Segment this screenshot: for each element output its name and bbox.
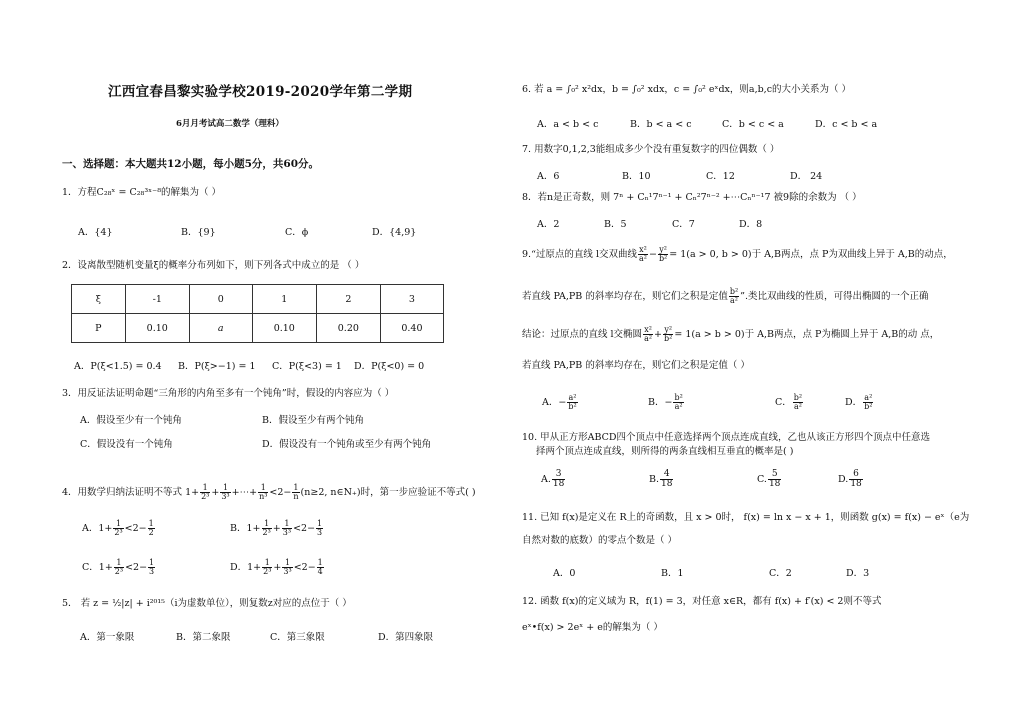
q5-option-d[interactable]: D．第四象限 xyxy=(378,632,434,643)
q4-stem-end: (n≥2, n∈N₊)时，第一步应验证不等式( ) xyxy=(300,487,476,498)
fraction: $\frac{1}{\text{3³}}$ xyxy=(221,483,230,501)
q10-option-c[interactable]: C. $\frac{5}{18}$ xyxy=(757,469,781,489)
table-cell: 0.10 xyxy=(125,314,189,343)
q8-option-d[interactable]: D．8 xyxy=(739,219,763,230)
q2-option-a[interactable]: A．P(ξ<1.5) = 0.4 xyxy=(74,361,162,372)
q4-option-b[interactable]: B．1+ $\frac{1}{\text{2³}}$ + $\frac{1}{\text{3³}}$ <2− $\frac{1}{3}$ xyxy=(230,519,323,537)
table-cell: 2 xyxy=(316,285,380,314)
q2-option-c[interactable]: C．P(ξ<3) = 1 xyxy=(272,361,342,372)
q7-option-b[interactable]: B．10 xyxy=(622,171,651,182)
table-cell: 0 xyxy=(189,285,252,314)
q11-line2: 自然对数的底数）的零点个数是（ ） xyxy=(522,535,678,546)
table-row xyxy=(72,285,444,314)
table-cell: a xyxy=(189,314,252,343)
q1-option-d[interactable]: D．{4,9} xyxy=(372,227,417,238)
q5-option-c[interactable]: C．第三象限 xyxy=(270,632,325,643)
q3-option-d[interactable]: D．假设没有一个钝角或至少有两个钝角 xyxy=(262,439,432,450)
distribution-table xyxy=(71,284,444,343)
q7-option-d[interactable]: D． 24 xyxy=(790,171,823,182)
q8-option-a[interactable]: A．2 xyxy=(537,219,560,230)
q11-line1: 11. 已知 f(x)是定义在 R上的奇函数，且 x > 0时， f(x) = ln x − x + 1，则函数 g(x) = f(x) − eˣ（e为 xyxy=(522,512,970,523)
q9-line3: 结论：过原点的直线 l交椭圆 $\frac{\text{x²}}{\text{a²}}$ + $\frac{\text{y²}}{\text{b²}}$ = 1(a > b > 0)于 A,B两点，点 P为椭圆上异于 A,B的动 点， xyxy=(522,325,940,343)
q4-stem-start: 4．用数学归纳法证明不等式 1+ xyxy=(62,487,200,498)
q9-option-b[interactable]: B．− $\frac{\text{b²}}{\text{a²}}$ xyxy=(648,393,683,411)
table-cell: 0.20 xyxy=(316,314,380,343)
q10-option-d[interactable]: D. $\frac{6}{18}$ xyxy=(838,469,862,489)
table-cell: 0.40 xyxy=(380,314,443,343)
q10-option-b[interactable]: B. $\frac{4}{18}$ xyxy=(649,469,673,489)
q5-option-a[interactable]: A．第一象限 xyxy=(80,632,135,643)
section-heading: 一、选择题：本大题共12小题，每小题5分，共60分。 xyxy=(62,158,320,170)
q11-option-b[interactable]: B．1 xyxy=(661,568,684,579)
q5-option-b[interactable]: B．第二象限 xyxy=(176,632,231,643)
q6-option-c[interactable]: C．b < c < a xyxy=(722,119,784,130)
q9-option-c[interactable]: C． $\frac{\text{b²}}{\text{a²}}$ xyxy=(775,393,803,411)
fraction: $\frac{1}{n}$ xyxy=(293,483,299,501)
fraction: $\frac{1}{\text{n³}}$ xyxy=(259,483,268,501)
q9-line4: 若直线 PA,PB 的斜率均存在，则它们之积是定值（ ） xyxy=(522,360,750,371)
q8-stem: 8．若n是正奇数，则 7ⁿ + Cₙ¹7ⁿ⁻¹ + Cₙ²7ⁿ⁻² +⋯Cₙⁿ⁻¹7 被9除的余数为 （ ） xyxy=(522,192,862,203)
table-cell: 1 xyxy=(252,285,316,314)
q9-option-d[interactable]: D． $\frac{\text{a²}}{\text{b²}}$ xyxy=(845,393,873,411)
table-cell: 0.10 xyxy=(252,314,316,343)
q12-line2: eˣ•f(x) > 2eˣ + e的解集为（ ） xyxy=(522,622,663,633)
table-cell: ξ xyxy=(72,285,126,314)
q10-line1: 10. 甲从正方形ABCD四个顶点中任意选择两个顶点连成直线，乙也从该正方形四个顶点中任意选 xyxy=(522,432,931,443)
q7-stem: 7. 用数字0,1,2,3能组成多少个没有重复数字的四位偶数（ ） xyxy=(522,144,780,155)
q6-stem: 6. 若 a = ∫₀² x²dx，b = ∫₀² xdx，c = ∫₀² eˣdx，则a,b,c的大小关系为（ ） xyxy=(522,84,852,95)
q2-option-b[interactable]: B．P(ξ>−1) = 1 xyxy=(178,361,256,372)
q10-option-a[interactable]: A. $\frac{3}{18}$ xyxy=(541,469,565,489)
q3-option-a[interactable]: A．假设至少有一个钝角 xyxy=(80,415,182,426)
q9-option-a[interactable]: A．− $\frac{\text{a²}}{\text{b²}}$ xyxy=(542,393,577,411)
q3-option-b[interactable]: B．假设至少有两个钝角 xyxy=(262,415,364,426)
q11-option-d[interactable]: D．3 xyxy=(846,568,870,579)
table-cell: P xyxy=(72,314,126,343)
q3-option-c[interactable]: C．假设没有一个钝角 xyxy=(80,439,173,450)
q8-option-c[interactable]: C．7 xyxy=(672,219,695,230)
q2-option-d[interactable]: D．P(ξ<0) = 0 xyxy=(354,361,425,372)
q7-option-c[interactable]: C．12 xyxy=(706,171,735,182)
exam-subtitle: 6月月考试高二数学（理科） xyxy=(176,119,284,129)
q1-option-a[interactable]: A．{4} xyxy=(78,227,113,238)
fraction: $\frac{1}{\text{2³}}$ xyxy=(201,483,210,501)
q6-option-a[interactable]: A．a < b < c xyxy=(537,119,599,130)
q4-option-d[interactable]: D．1+ $\frac{1}{\text{2³}}$ + $\frac{1}{\text{3³}}$ <2− $\frac{1}{4}$ xyxy=(230,558,323,576)
q3-stem: 3．用反证法证明命题“三角形的内角至多有一个钝角”时，假设的内容应为（ ） xyxy=(62,388,395,399)
q2-stem: 2．设离散型随机变量ξ的概率分布列如下，则下列各式中成立的是 （ ） xyxy=(62,260,365,271)
q1-stem: 1．方程C₂₈ˣ = C₂₈³ˣ⁻⁸的解集为（ ） xyxy=(62,187,222,198)
q11-option-a[interactable]: A．0 xyxy=(553,568,576,579)
q7-option-a[interactable]: A．6 xyxy=(537,171,560,182)
q11-option-c[interactable]: C．2 xyxy=(769,568,792,579)
q4-stem: 4．用数学归纳法证明不等式 1+ $\frac{1}{\text{2³}}$ + $\frac{1}{\text{3³}}$ +⋯+ $\frac{1}{\text{n³}}$ <2− $\frac{1}{n}$ (n≥2, n∈N₊)时，第一步应验证不等式( ) xyxy=(62,483,476,501)
q8-option-b[interactable]: B．5 xyxy=(604,219,627,230)
q9-line1: 9.“过原点的直线 l交双曲线 $\frac{\text{x²}}{\text{a²}}$ − $\frac{\text{y²}}{\text{b²}}$ = 1(a > 0, b > 0)于 A,B两点，点 P为双曲线上异于 A,B的动点， xyxy=(522,245,953,263)
table-cell: -1 xyxy=(125,285,189,314)
q6-option-b[interactable]: B．b < a < c xyxy=(630,119,692,130)
q5-stem: 5． 若 z = ½|z| + i²⁰¹⁵（i为虚数单位），则复数z对应的点位于（ ） xyxy=(62,598,352,609)
q1-option-c[interactable]: C．ϕ xyxy=(285,227,309,238)
table-cell: 3 xyxy=(380,285,443,314)
table-row xyxy=(72,314,444,343)
q1-option-b[interactable]: B．{9} xyxy=(181,227,216,238)
q12-line1: 12. 函数 f(x)的定义域为 R，f(1) = 3，对任意 x∈R，都有 f(x) + f′(x) < 2则不等式 xyxy=(522,596,882,607)
q4-option-c[interactable]: C．1+ $\frac{1}{\text{2³}}$ <2− $\frac{1}{3}$ xyxy=(82,558,155,576)
q4-option-a[interactable]: A．1+ $\frac{1}{\text{2³}}$ <2− $\frac{1}{2}$ xyxy=(82,519,154,537)
exam-title: 江西宜春昌黎实验学校2019-2020学年第二学期 xyxy=(108,84,413,100)
q6-option-d[interactable]: D．c < b < a xyxy=(815,119,878,130)
q9-line2: 若直线 PA,PB 的斜率均存在，则它们之积是定值 $\frac{\text{b²}}{\text{a²}}$ ”.类比双曲线的性质，可得出椭圆的一个正确 xyxy=(522,287,929,305)
q10-line2: 择两个顶点连成直线，则所得的两条直线相互垂直的概率是( ) xyxy=(536,446,794,457)
